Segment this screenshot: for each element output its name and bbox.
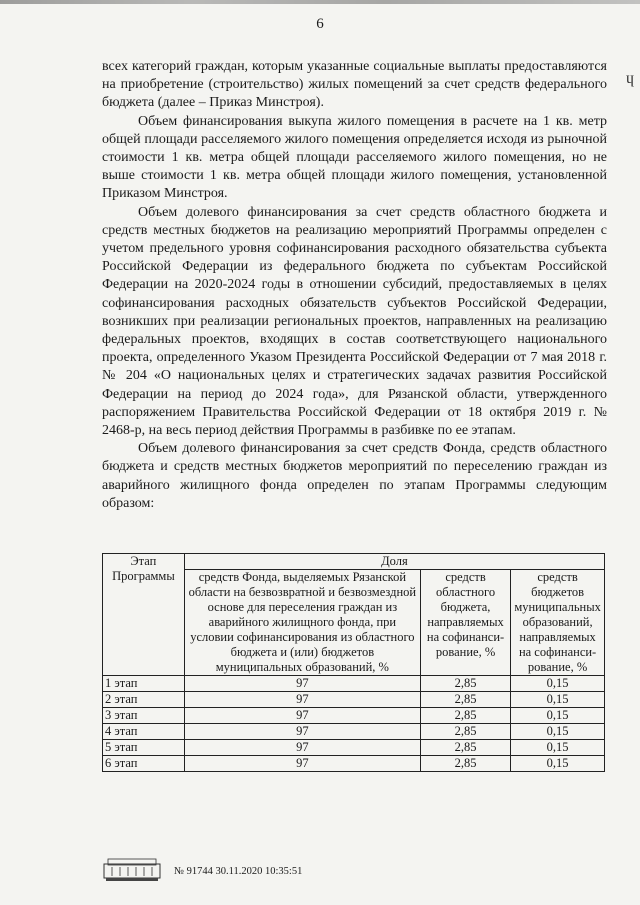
municipal-cell: 0,15 bbox=[511, 692, 605, 708]
paragraph-buyout-financing: Объем финансирования выкупа жилого помещения в расчете на 1 кв. метр общей площади расселяемого жилого помещения определяется исходя из рыночной стоимости 1 кв. метра общей площади расселяемого жилого помещения, но не выше стоимости 1 кв. метра общей площади жилого помещения, установленной Приказом Минстроя. bbox=[102, 113, 607, 202]
footer bbox=[102, 858, 502, 888]
fund-cell: 97 bbox=[184, 740, 420, 756]
fund-cell: 97 bbox=[184, 676, 420, 692]
table-header-row bbox=[103, 554, 605, 570]
regional-cell: 2,85 bbox=[420, 708, 510, 724]
municipal-cell: 0,15 bbox=[511, 676, 605, 692]
header-regional: средств областного бюджета, направляемых на софинанси-рование, % bbox=[420, 570, 510, 676]
margin-mark: ɥ bbox=[626, 70, 634, 87]
table-row bbox=[103, 708, 605, 724]
financing-shares-table bbox=[102, 553, 605, 772]
header-stage: Этап Программы bbox=[103, 554, 185, 676]
regional-cell: 2,85 bbox=[420, 756, 510, 772]
table-row bbox=[103, 676, 605, 692]
header-share: Доля bbox=[184, 554, 604, 570]
stage-cell: 1 этап bbox=[103, 676, 185, 692]
document-registration-stamp: № 91744 30.11.2020 10:35:51 bbox=[174, 866, 303, 877]
stage-cell: 3 этап bbox=[103, 708, 185, 724]
regional-cell: 2,85 bbox=[420, 676, 510, 692]
fund-cell: 97 bbox=[184, 708, 420, 724]
fund-cell: 97 bbox=[184, 692, 420, 708]
municipal-cell: 0,15 bbox=[511, 756, 605, 772]
table-row bbox=[103, 740, 605, 756]
page-number: 6 bbox=[316, 16, 324, 32]
header-fund: средств Фонда, выделяемых Рязанской области на безвозвратной и безвозмездной основе для переселения граждан из аварийного жилищного фонда, при условии софинансирования из областного бюджета и (или) бюджетов муниципальных образований, % bbox=[184, 570, 420, 676]
municipal-cell: 0,15 bbox=[511, 708, 605, 724]
scan-edge bbox=[0, 0, 640, 4]
table-row bbox=[103, 692, 605, 708]
stage-cell: 4 этап bbox=[103, 724, 185, 740]
table-row bbox=[103, 724, 605, 740]
stage-cell: 6 этап bbox=[103, 756, 185, 772]
regional-cell: 2,85 bbox=[420, 692, 510, 708]
paragraph-fund-shares: Объем долевого финансирования за счет средств Фонда, средств областного бюджета и средств местных бюджетов мероприятий по переселению граждан из аварийного жилищного фонда определен по этапам Программы следующим образом: bbox=[102, 441, 607, 511]
table-row bbox=[103, 756, 605, 772]
government-stamp-icon bbox=[102, 858, 162, 882]
paragraph-cofinancing-volume: Объем долевого финансирования за счет средств областного бюджета и средств местных бюджетов на реализацию мероприятий Программы определен с учетом предельного уровня софинансирования расходного обязательства субъекта Российской Федерации из федерального бюджета по субъектам Российской Федерации на 2020-2024 годы в отношении субсидий, предоставляемых в целях софинансирования расходных обязательств субъектов Российской Федерации, возникших при реализации региональных проектов, направленных на реализацию федеральных проектов, входящих в состав соответствующего национального проекта, определенного Указом Президента Российской Федерации от 7 мая 2018 г. № 204 «О национальных целях и стратегических задачах развития Российской Федерации на период до 2024 года», для Рязанской области, утвержденного распоряжением Правительства Российской Федерации от 18 октября 2019 г. № 2468-р, на весь период действия Программы в разбивке по ее этапам. bbox=[102, 204, 607, 439]
header-municipal: средств бюджетов муниципальных образований, направляемых на софинанси-рование, % bbox=[511, 570, 605, 676]
regional-cell: 2,85 bbox=[420, 740, 510, 756]
paragraph-continuation: всех категорий граждан, которым указанные социальные выплаты предоставляются на приобретение (строительство) жилых помещений за счет средств федерального бюджета (далее – Приказ Минстроя). bbox=[102, 59, 607, 111]
municipal-cell: 0,15 bbox=[511, 724, 605, 740]
document-body bbox=[102, 58, 607, 513]
fund-cell: 97 bbox=[184, 724, 420, 740]
stage-cell: 5 этап bbox=[103, 740, 185, 756]
municipal-cell: 0,15 bbox=[511, 740, 605, 756]
fund-cell: 97 bbox=[184, 756, 420, 772]
stage-cell: 2 этап bbox=[103, 692, 185, 708]
regional-cell: 2,85 bbox=[420, 724, 510, 740]
